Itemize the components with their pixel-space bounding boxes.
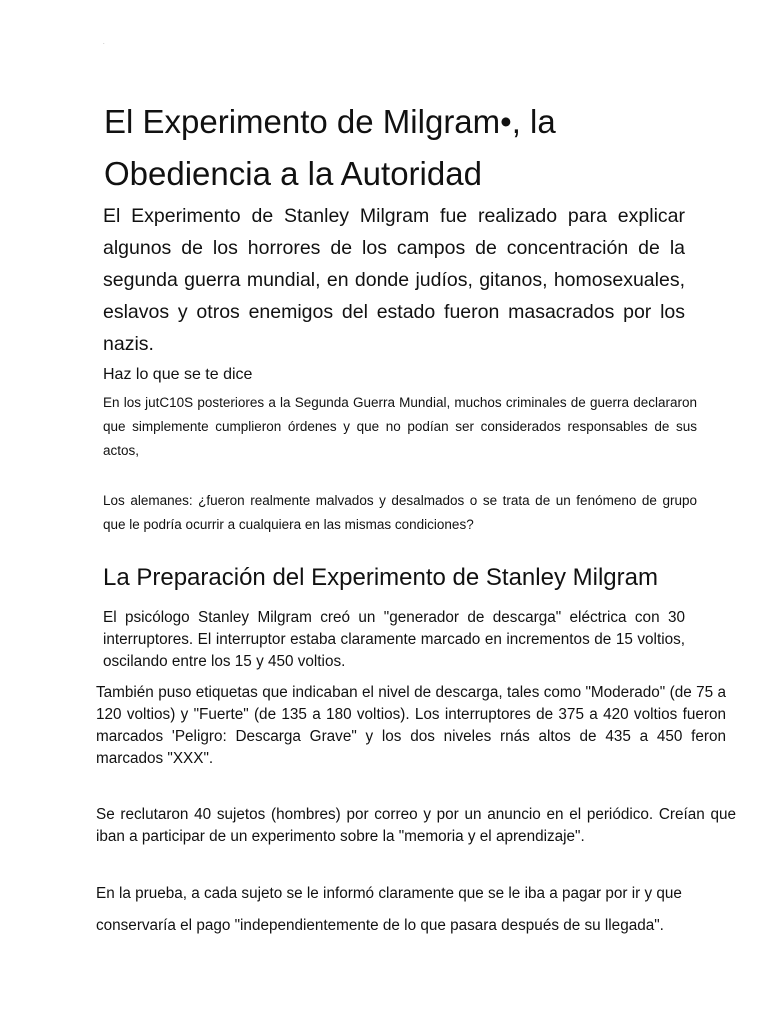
paragraph-3: El psicólogo Stanley Milgram creó un "generador de descarga" eléctrica con 30 interruptores. El interruptor estaba claramente marcado en incrementos de 15 voltios, oscilando entre los 15 y 450 voltios. — [103, 609, 685, 670]
paragraph-5: Se reclutaron 40 sujetos (hombres) por correo y por un anuncio en el periódico. Creían que iban a participar de un experimento sobre la "memoria y el aprendizaje". — [96, 806, 736, 845]
page-title: El Experimento de Milgram•, la Obediencia a la Autoridad — [104, 103, 556, 192]
paragraph-6: En la prueba, a cada sujeto se le informó claramente que se le iba a pagar por ir y que conservaría el pago "independientemente de lo que pasara después de su llegada". — [96, 885, 682, 934]
paragraph-4: También puso etiquetas que indicaban el nivel de descarga, tales como "Moderado" (de 75 a 120 voltios) y "Fuerte" (de 135 a 180 voltios). Los interruptores de 375 a 420 voltios fueron marcados 'Peligro: Descarga Grave" y los dos niveles rnás altos de 435 a 450 feron marcados "XXX". — [96, 684, 726, 767]
paragraph-2: Los alemanes: ¿fueron realmente malvados y desalmados o se trata de un fenómeno de grupo que le podría ocurrir a cualquiera en las mismas condiciones? — [103, 493, 697, 532]
subheading: Haz lo que se te dice — [103, 366, 253, 383]
intro-paragraph: El Experimento de Stanley Milgram fue realizado para explicar algunos de los horrores de los campos de concentración de la segunda guerra mundial, en donde judíos, gitanos, homosexuales, eslavos y otros enemigos del estado fueron masacrados por los nazis. — [103, 205, 685, 355]
section-heading: La Preparación del Experimento de Stanley Milgram — [103, 564, 658, 591]
page-mark: . — [103, 40, 105, 46]
paragraph-1: En los jutC10S posteriores a la Segunda Guerra Mundial, muchos criminales de guerra declararon que simplemente cumplieron órdenes y que no podían ser considerados responsables de sus actos, — [103, 395, 697, 458]
